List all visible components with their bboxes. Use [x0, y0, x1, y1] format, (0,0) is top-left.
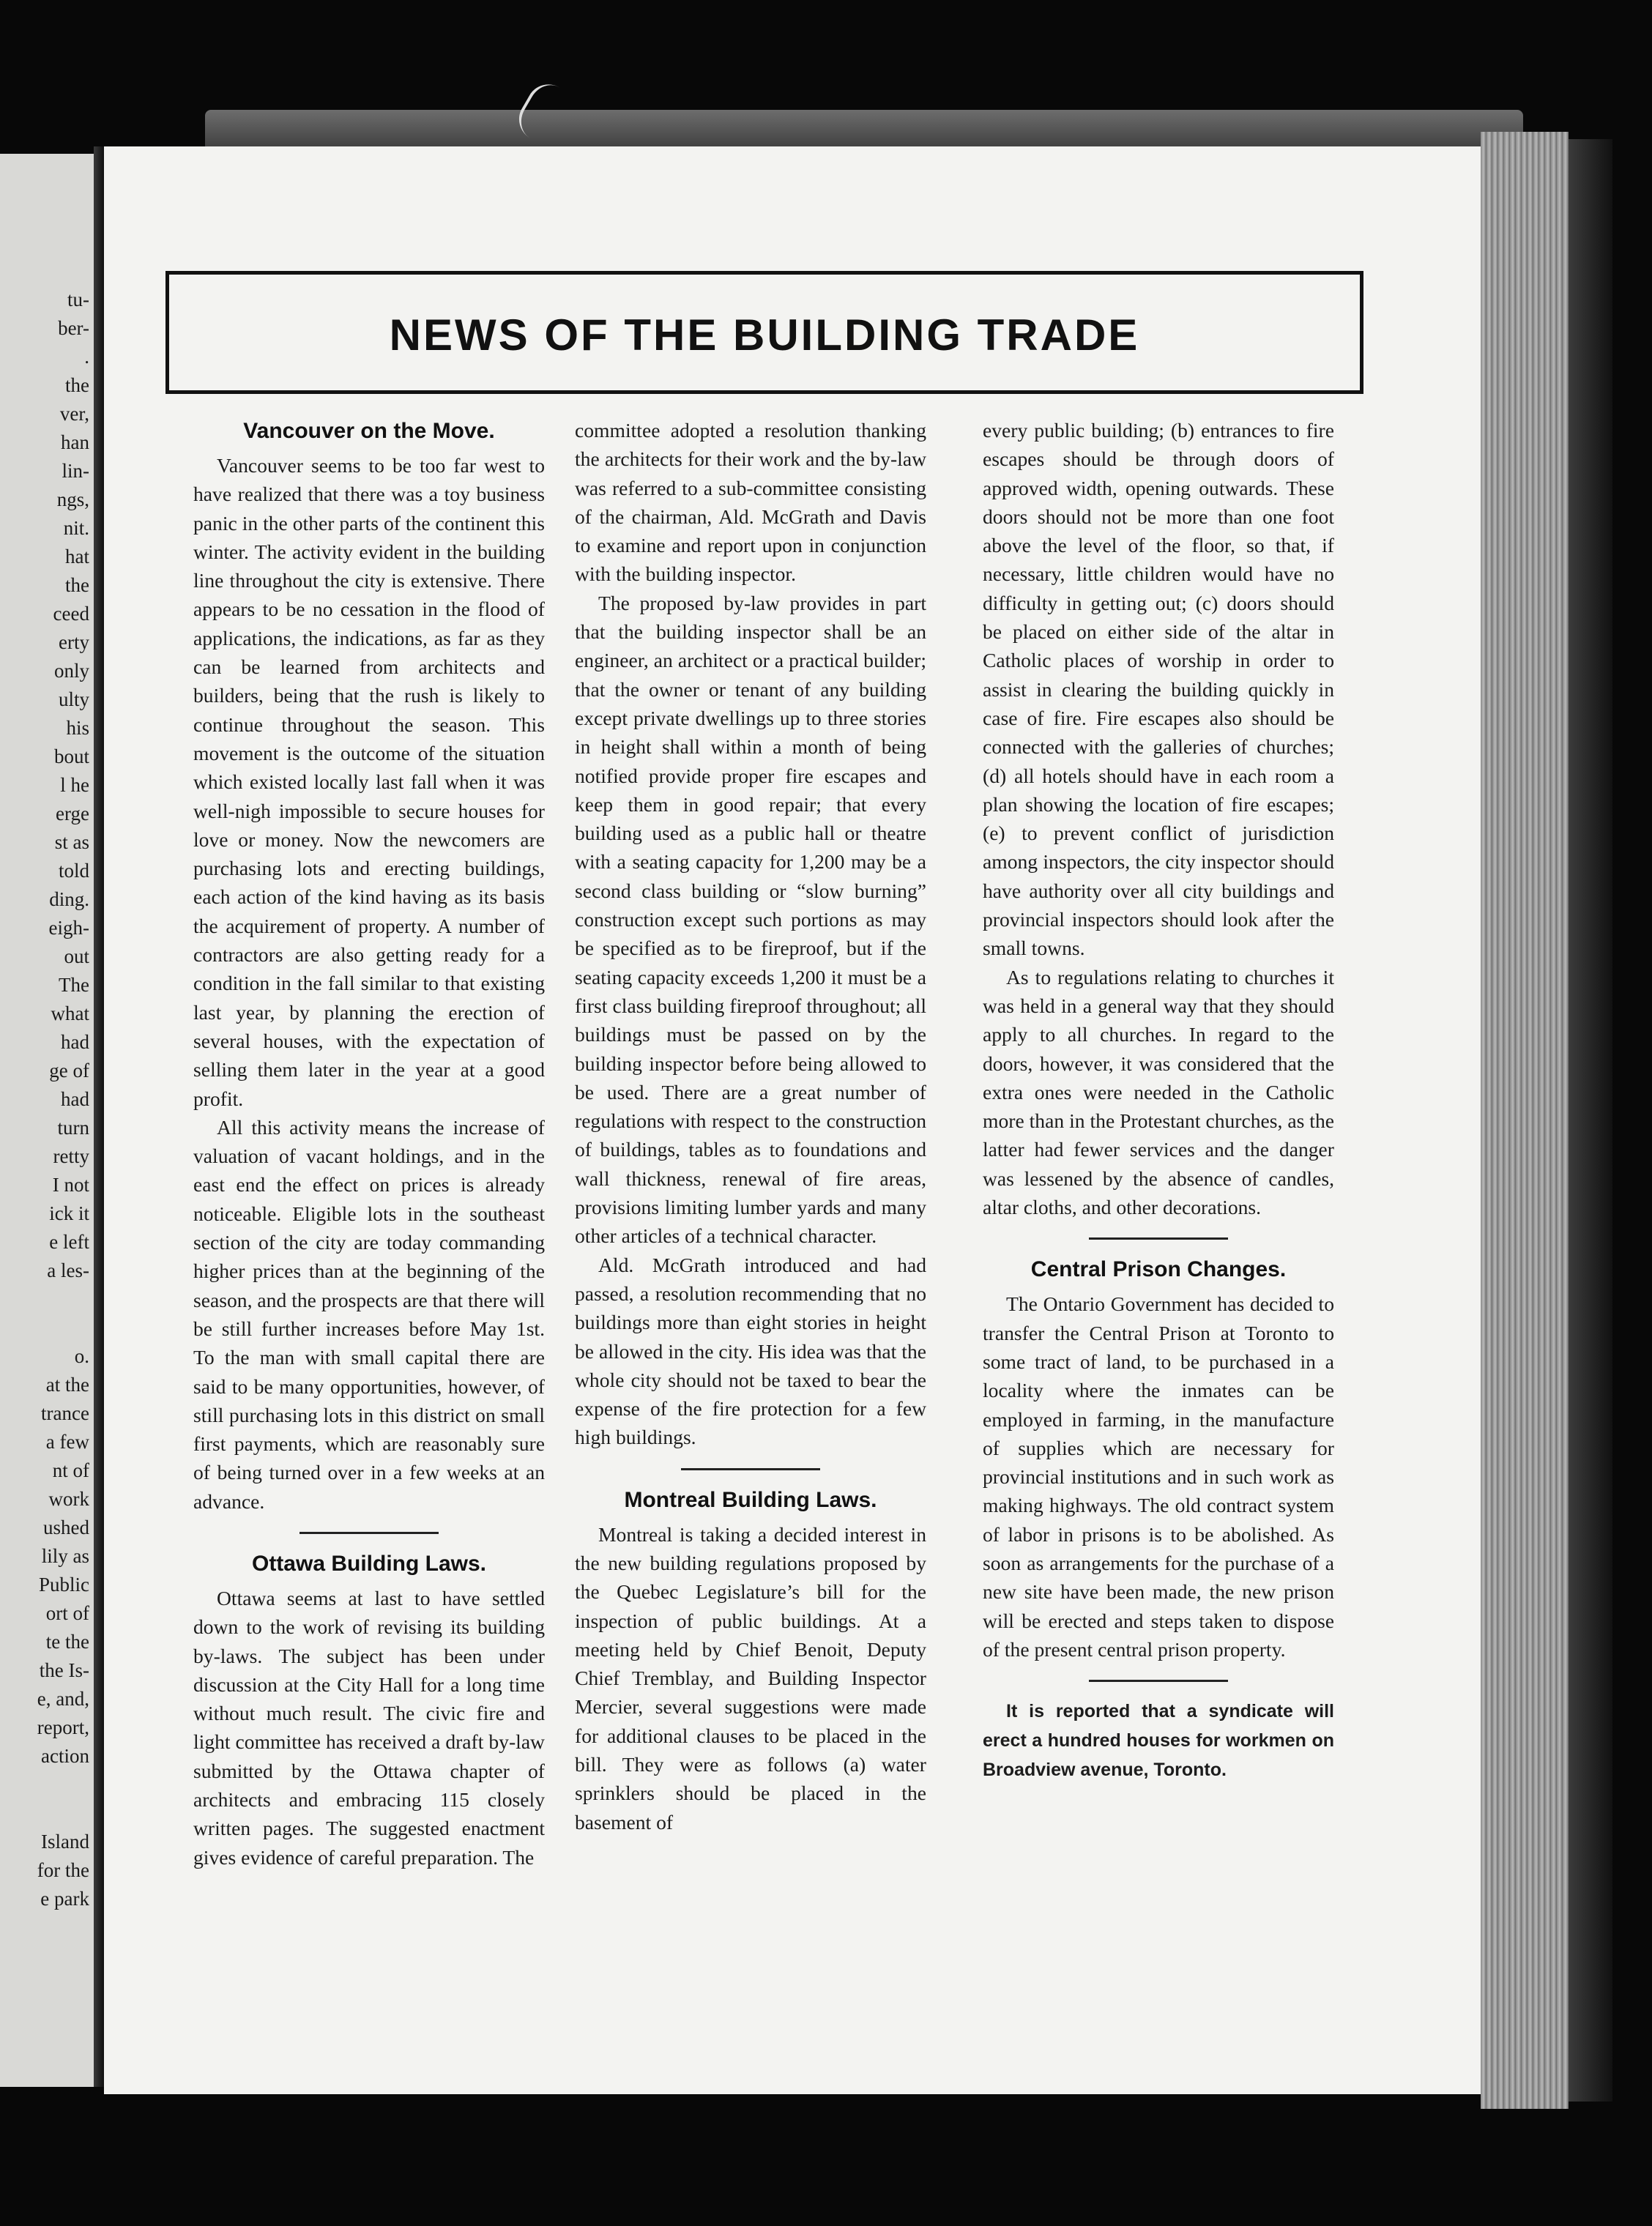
book-cover-edge	[1569, 139, 1612, 2102]
facing-page-fragment: ge of	[49, 1060, 89, 1082]
facing-page-fragment: ort of	[45, 1602, 89, 1624]
facing-page-fragment: The	[59, 974, 89, 996]
facing-page-fragment: tu-	[67, 289, 89, 310]
facing-page-fragment: erge	[56, 803, 89, 824]
article-heading-montreal: Montreal Building Laws.	[624, 1487, 877, 1512]
facing-page-fragment: a les-	[47, 1259, 89, 1281]
article-paragraph: Vancouver seems to be too far west to have realized that there was a toy business panic in the other parts of the continent this winter. The activity evident in the building line throughout the city is extensive. There appears to be no cessation in the flood of applications, the indications, as far as they can be learned from architects and builders, being that the rush is likely to continue throughout the season. This movement is the outcome of the situation which existed locally last fall when it was well-nigh impossible to secure houses for love or money. Now the newcomers are purchasing lots and erecting buildings, each action of the kind having as its basis the acquirement of property. A number of contractors are also getting ready for a condition in the fall similar to that existing last year, by planning the erection of several houses, with the expectation of selling them later in the year at a good profit.	[193, 454, 545, 1110]
facing-page-fragment: l he	[60, 774, 89, 796]
facing-page-fragment: only	[53, 660, 89, 682]
facing-page-fragment: ber-	[58, 317, 89, 339]
facing-page-fragment: the Is-	[39, 1659, 89, 1681]
facing-page-fragment: had	[61, 1031, 89, 1053]
facing-page-fragment: turn	[57, 1117, 89, 1139]
facing-page-fragment: ding.	[49, 888, 89, 910]
facing-page-fragment: e left	[49, 1231, 89, 1253]
facing-page-fragment: ver,	[59, 403, 89, 425]
facing-page	[0, 154, 94, 2087]
article-paragraph: The proposed by-law provides in part that the building inspector shall be an engineer, an architect or a practical builder; that the owner or tenant of any building except private dwellings up to three stories in height shall within a month of being notified provide proper fire escapes and keep them in good repair; that every building used as a public hall or theatre with a seating capacity for 1,200 may be a second class building or “slow burning” construction except such portions as may be specified as to be fireproof, but if the seating capacity exceeds 1,200 it must be a first class building fireproof throughout; all buildings must be passed on by the building inspector before being allowed to be used. There are a great number of regulations with respect to the construction of buildings, tables as to foundations and wall thickness, renewal of fire areas, provisions limiting lumber yards and many other articles of a technical character.	[575, 591, 926, 1248]
facing-page-fragment: what	[51, 1002, 89, 1024]
article-heading-ottawa: Ottawa Building Laws.	[251, 1551, 487, 1576]
facing-page-fragment: I not	[52, 1174, 89, 1196]
article-paragraph: Ottawa seems at last to have settled down to the work of revising its building by-laws. The subject has been under discussion at the City Hall for a long time without much result. The civic fire and light committee has received a draft by-law submitted by the Ottawa chapter of architects and embracing 115 closely written pages. The suggested enactment gives evidence of careful preparation. The	[193, 1586, 545, 1869]
facing-page-text-fragments	[3, 286, 89, 1913]
facing-page-fragment: at the	[45, 1374, 89, 1396]
page-stack-edge	[1481, 132, 1569, 2109]
article-paragraph: As to regulations relating to churches it was held in a general way that they should apply to all churches. In regard to the doors, however, it was considered that the extra ones were needed in the Catholic more than in the Protestant churches, as the latter had fewer services and the danger was lessened by the absence of candles, altar cloths, and other decorations.	[983, 965, 1334, 1219]
section-divider	[681, 1468, 820, 1470]
facing-page-fragment: Island	[41, 1831, 89, 1853]
facing-page-fragment: te the	[45, 1631, 89, 1653]
facing-page-fragment: the	[65, 574, 89, 596]
facing-page-fragment	[3, 1771, 89, 1799]
facing-page-fragment: st as	[54, 831, 89, 853]
facing-page-fragment	[3, 1285, 89, 1314]
facing-page-fragment: work	[48, 1488, 89, 1510]
section-divider	[1089, 1680, 1228, 1682]
facing-page-fragment: .	[84, 346, 89, 368]
facing-page-fragment: retty	[53, 1145, 89, 1167]
news-notice: It is reported that a syndicate will erect a hundred houses for workmen on Broadview avenue, Toronto.	[983, 1701, 1334, 1781]
facing-page-fragment: ick it	[49, 1202, 89, 1224]
column-1	[193, 416, 545, 1872]
facing-page-fragment: o.	[74, 1345, 89, 1367]
section-title: NEWS OF THE BUILDING TRADE	[389, 310, 1140, 360]
article-heading-vancouver: Vancouver on the Move.	[243, 419, 495, 443]
facing-page-fragment: trance	[41, 1402, 89, 1424]
facing-page-fragment: had	[61, 1088, 89, 1110]
facing-page-fragment: han	[61, 431, 89, 453]
article-heading-central-prison: Central Prison Changes.	[1030, 1257, 1287, 1282]
facing-page-fragment: ceed	[53, 603, 89, 625]
article-paragraph: The Ontario Government has decided to transfer the Central Prison at Toronto to some tract of land, to be purchased in a locality where the inmates can be employed in farming, in the manufacture of supplies which are necessary for provincial institutions and in such work as making highways. The old contract system of labor in prisons is to be abolished. As soon as arrangements for the purchase of a new site have been made, the new prison will be erected and steps taken to dispose of the present central prison property.	[983, 1292, 1334, 1661]
facing-page-fragment: the	[65, 374, 89, 396]
article-paragraph: every public building; (b) entrances to fire escapes should be through doors of approved width, opening outwards. These doors should not be more than one foot above the level of the floor, so that, if necessary, little children would have no difficulty in getting out; (c) doors should be placed on either side of the altar in Catholic places of worship in order to assist in clearing the building quickly in case of fire. Fire escapes also should be connected with the galleries of churches; (d) all hotels should have in each room a plan showing the location of fire escapes; (e) to prevent conflict of jurisdiction among inspectors, the city inspector should have authority over all city buildings and provincial inspectors should look after the small towns.	[983, 419, 1334, 960]
facing-page-fragment: ulty	[58, 688, 89, 710]
column-3	[983, 416, 1334, 1784]
facing-page-fragment: nt of	[52, 1459, 89, 1481]
facing-page-fragment: bout	[53, 745, 89, 767]
facing-page-fragment	[3, 1799, 89, 1828]
facing-page-fragment: report,	[37, 1716, 89, 1738]
section-header-box	[165, 271, 1363, 394]
facing-page-fragment: lin-	[62, 460, 89, 482]
section-divider	[1089, 1237, 1228, 1240]
facing-page-fragment: eigh-	[48, 917, 89, 939]
facing-page-fragment: Public	[38, 1574, 89, 1596]
book-gutter	[94, 146, 104, 2087]
facing-page-fragment	[3, 1314, 89, 1342]
facing-page-fragment: out	[64, 945, 89, 967]
article-paragraph: Ald. McGrath introduced and had passed, a resolution recommending that no buildings more than eight stories in height be allowed in the city. His idea was that the whole city should not be taxed to bear the expense of the fire protection for a few high buildings.	[575, 1253, 926, 1449]
facing-page-fragment: erty	[59, 631, 89, 653]
article-paragraph: Montreal is taking a decided interest in the new building regulations proposed by the Quebec Legislature’s bill for the inspection of public buildings. At a meeting held by Chief Benoit, Deputy Chief Tremblay, and Building Inspector Mercier, several suggestions were made for additional clauses to be placed in the bill. They were as follows (a) water sprinklers should be placed in the basement of	[575, 1522, 926, 1834]
facing-page-fragment: his	[66, 717, 89, 739]
article-paragraph: committee adopted a resolution thanking the architects for their work and the by-law was referred to a sub-committee consisting of the chairman, Ald. McGrath and Davis to examine and report upon in conjunction with the building inspector.	[575, 419, 926, 586]
facing-page-fragment: action	[41, 1745, 89, 1767]
facing-page-fragment: lily as	[41, 1545, 89, 1567]
facing-page-fragment: hat	[65, 546, 89, 567]
facing-page-fragment: told	[58, 860, 89, 882]
facing-page-fragment: for the	[37, 1859, 89, 1881]
facing-page-fragment: e park	[40, 1888, 89, 1910]
section-divider	[299, 1532, 439, 1534]
facing-page-fragment: e, and,	[37, 1688, 89, 1710]
facing-page-fragment: ushed	[43, 1516, 89, 1538]
column-2	[575, 416, 926, 1836]
article-paragraph: All this activity means the increase of valuation of vacant holdings, and in the east end the effect on prices is already noticeable. Eligible lots in the southeast section of the city are today commanding higher prices than at the beginning of the season, and the prospects are that there will be still further increases before May 1st. To the man with small capital there are said to be many opportunities, however, of still purchasing lots in this district on small first payments, which are reasonably sure of being turned over in a few weeks at an advance.	[193, 1115, 545, 1513]
facing-page-fragment: ngs,	[56, 488, 89, 510]
facing-page-fragment: nit.	[63, 517, 89, 539]
facing-page-fragment: a few	[45, 1431, 89, 1453]
